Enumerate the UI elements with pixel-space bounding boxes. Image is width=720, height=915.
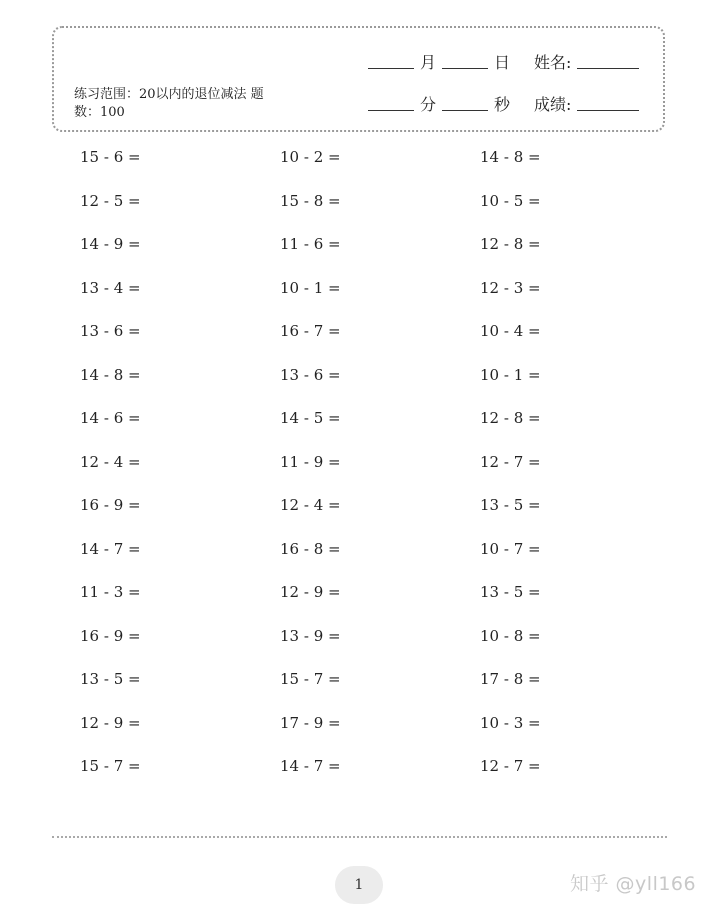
practice-range-text: 练习范围：20以内的退位减法 题数：100 — [74, 87, 264, 120]
score-label: 成绩: — [534, 95, 572, 114]
problem-item: 12 - 5 = — [80, 191, 141, 210]
day-label: 日 — [494, 53, 511, 72]
problem-item: 12 - 7 = — [480, 757, 541, 775]
problem-item: 17 - 9 = — [280, 713, 341, 732]
problem-item: 14 - 6 = — [80, 409, 141, 427]
problem-row — [80, 625, 680, 669]
problem-item: 10 - 5 = — [480, 191, 541, 210]
problem-item: 12 - 9 = — [80, 713, 141, 732]
problem-row — [80, 451, 680, 495]
worksheet-header — [52, 26, 665, 132]
second-blank — [442, 109, 488, 111]
problem-row — [80, 320, 680, 364]
problem-item: 12 - 4 = — [280, 496, 341, 514]
problem-item: 10 - 8 = — [480, 626, 541, 645]
problem-item: 14 - 5 = — [280, 409, 341, 427]
problem-item: 13 - 5 = — [480, 583, 541, 601]
problem-item: 11 - 6 = — [280, 235, 341, 253]
second-label: 秒 — [494, 95, 511, 114]
problem-item: 16 - 9 = — [80, 626, 141, 645]
problem-item: 13 - 5 = — [480, 496, 541, 514]
problem-item: 16 - 7 = — [280, 322, 341, 340]
name-label: 姓名: — [534, 53, 572, 72]
problem-item: 12 - 3 = — [480, 278, 541, 297]
problem-row — [80, 364, 680, 408]
problem-row — [80, 538, 680, 582]
day-blank — [442, 67, 488, 69]
problem-row — [80, 494, 680, 538]
problem-item: 13 - 4 = — [80, 278, 141, 297]
problem-row — [80, 712, 680, 756]
problem-item: 10 - 4 = — [480, 322, 541, 340]
problem-item: 10 - 2 = — [280, 148, 341, 166]
watermark: 知乎 @yll166 — [570, 873, 697, 895]
problem-item: 13 - 5 = — [80, 670, 141, 688]
month-label: 月 — [420, 53, 437, 72]
problem-row — [80, 668, 680, 712]
problem-row — [80, 146, 680, 190]
problem-item: 14 - 8 = — [480, 148, 541, 166]
score-blank — [577, 109, 639, 111]
problem-item: 15 - 7 = — [280, 670, 341, 688]
minute-blank — [368, 109, 414, 111]
footer-divider — [52, 836, 667, 838]
problem-grid — [80, 146, 680, 799]
problem-row — [80, 581, 680, 625]
problem-item: 11 - 3 = — [80, 583, 141, 601]
name-blank — [577, 67, 639, 69]
problem-row — [80, 233, 680, 277]
problem-item: 10 - 1 = — [280, 278, 341, 297]
problem-row — [80, 755, 680, 799]
problem-row — [80, 407, 680, 451]
problem-item: 10 - 1 = — [480, 365, 541, 384]
month-blank — [368, 67, 414, 69]
problem-item: 12 - 7 = — [480, 452, 541, 471]
problem-row — [80, 190, 680, 234]
problem-item: 14 - 7 = — [280, 757, 341, 775]
time-score-row — [368, 92, 639, 115]
problem-row — [80, 277, 680, 321]
problem-item: 13 - 6 = — [280, 365, 341, 384]
problem-item: 10 - 7 = — [480, 539, 541, 558]
problem-item: 10 - 3 = — [480, 713, 541, 732]
problem-item: 13 - 6 = — [80, 322, 141, 340]
problem-item: 11 - 9 = — [280, 452, 341, 471]
problem-item: 12 - 9 = — [280, 583, 341, 601]
problem-item: 15 - 8 = — [280, 191, 341, 210]
problem-item: 12 - 8 = — [480, 235, 541, 253]
problem-item: 14 - 9 = — [80, 235, 141, 253]
problem-item: 16 - 9 = — [80, 496, 141, 514]
problem-item: 12 - 4 = — [80, 452, 141, 471]
problem-item: 14 - 8 = — [80, 365, 141, 384]
problem-item: 15 - 6 = — [80, 148, 141, 166]
date-name-row — [368, 50, 639, 73]
problem-item: 16 - 8 = — [280, 539, 341, 558]
problem-item: 17 - 8 = — [480, 670, 541, 688]
problem-item: 12 - 8 = — [480, 409, 541, 427]
problem-item: 15 - 7 = — [80, 757, 141, 775]
problem-item: 13 - 9 = — [280, 626, 341, 645]
page-number: 1 — [335, 866, 383, 904]
minute-label: 分 — [420, 95, 437, 114]
problem-item: 14 - 7 = — [80, 539, 141, 558]
